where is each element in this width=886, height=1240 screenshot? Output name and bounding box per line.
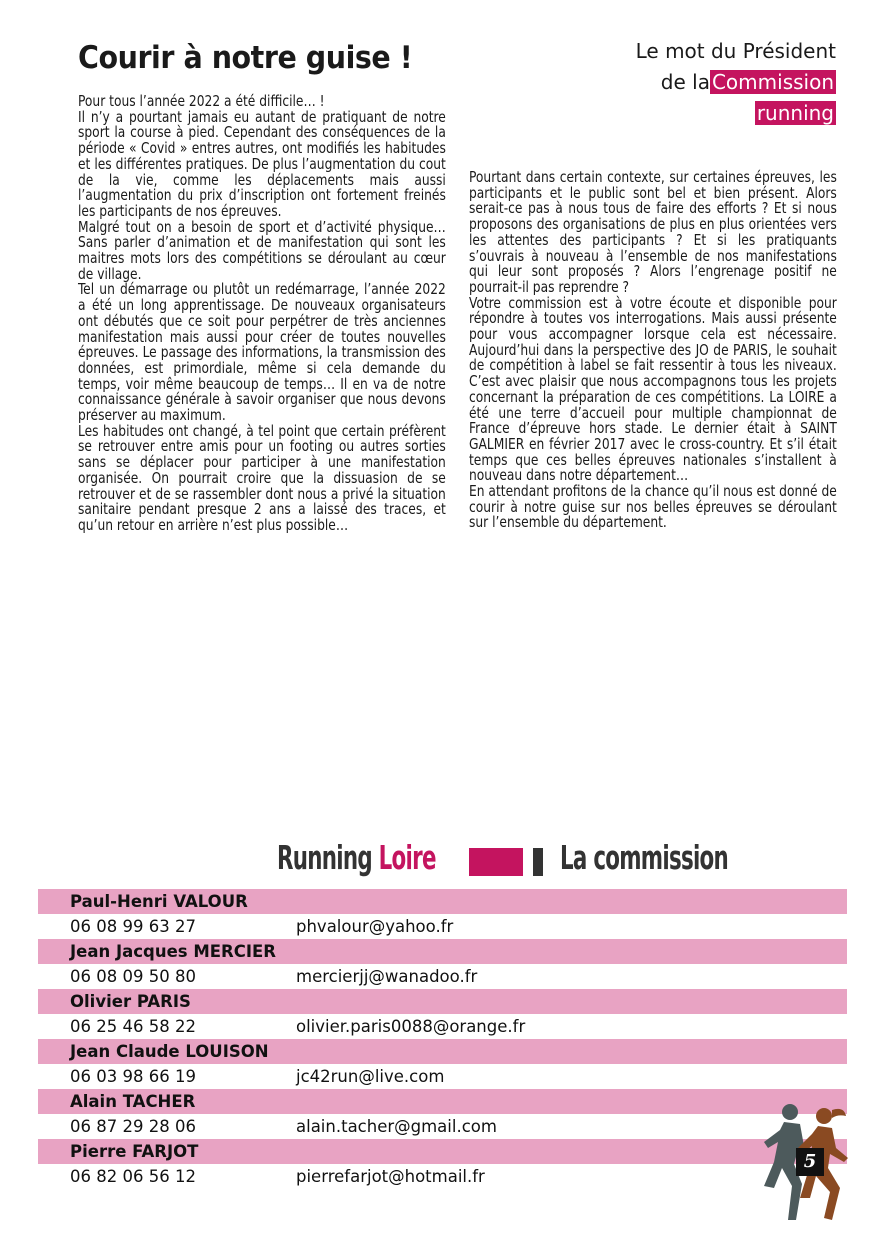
member-entry (38, 989, 847, 1039)
member-contact (38, 1164, 847, 1189)
paragraph: Pour tous l’année 2022 a été difficile… ! (78, 92, 325, 110)
member-phone: 06 25 46 58 22 (70, 1017, 196, 1036)
member-phone: 06 87 29 28 06 (70, 1117, 196, 1136)
member-entry (38, 889, 847, 939)
paragraph: En attendant profitons de la chance qu’il nous est donné de courir à notre guise sur nos belles épreuves se déroulant sur l’ensemble du département. (469, 482, 837, 532)
member-name: Jean Jacques MERCIER (38, 939, 847, 964)
paragraph: Tel un démarrage ou plutôt un redémarrage, l’année 2022 a été un long apprentissage. De nouveaux organisateurs ont débutés que ce soit pour perpétrer de très anciennes manifestation mais aussi pour créer de toutes nouvelles épreuves. Le passage des informations, la transmission des données, est primordiale, même si cela demande du temps, voir même beaucoup de temps… Il en va de notre connaissance générale à savoir organiser que nous devons préserver au maximum. (78, 280, 446, 425)
member-phone: 06 08 99 63 27 (70, 917, 196, 936)
article-column-left (78, 94, 446, 534)
paragraph: Il n’y a pourtant jamais eu autant de pratiquant de notre sport la course à pied. Cependant des conséquences de la période « Covid » entres autres, ont modifiés les habitudes et les différentes pratiques. De plus l’augmentation du cout de la vie, comme les déplacements mais aussi l’augmentation du prix d’inscription ont fortement freinés les participants de nos épreuves. (78, 107, 446, 220)
member-entry (38, 1089, 847, 1139)
paragraph: Les habitudes ont changé, à tel point que certain préfèrent se retrouver entre amis pour un footing ou autres sorties sans se déplacer pour participer à une manifestation organisée. On pourrait croire que la dissuasion de se retrouver et de se rassembler dont nous a privé la situation sanitaire pendant presque 2 ans a laissé des traces, et qu’un retour en arrière n’est plus possible… (78, 421, 446, 534)
page-number: 5 (796, 1148, 824, 1176)
commission-banner (277, 838, 757, 882)
president-line-3 (636, 98, 836, 129)
banner-running-loire (277, 838, 436, 877)
member-name: Jean Claude LOUISON (38, 1039, 847, 1064)
banner-running: Running (277, 838, 379, 877)
paragraph: Votre commission est à votre écoute et disponible pour répondre à toutes vos interrogations. Mais aussi présente pour vous accompagner lorsque cela est nécessaire. Aujourd’hui dans la perspective des JO de PARIS, le souhait de compétition à label se fait ressentir à tous les niveaux. C’est avec plaisir que nous accompagnons tous les projets concernant la préparation de ces compétitions. La LOIRE a été une terre d’accueil pour multiple championnat de France d’épreuve hors stade. Le dernier était à SAINT GALMIER en février 2017 avec le cross-country. Et s’il était temps que ces belles épreuves nationales s’installent à nouveau dans notre département… (469, 293, 837, 485)
member-email[interactable]: mercierjj@wanadoo.fr (296, 967, 478, 986)
paragraph: Pourtant dans certain contexte, sur certaines épreuves, les participants et le public sont bel et bien présent. Alors serait-ce pas à nous tous de faire des efforts ? Et si nous proposons des organisations de plus en plus orientées vers les attentes des participants ? Et si les pratiquants s’ouvrais à nouveau à l’ensemble de nos manifestations qui leur sont proposés ? Alors l’engrenage positif ne pourrait-il pas reprendre ? (469, 168, 837, 296)
member-contact (38, 964, 847, 989)
paragraph: Malgré tout on a besoin de sport et d’activité physique… Sans parler d’animation et de manifestation qui sont les maitres mots lors des compétitions se déroulant au cœur de village. (78, 217, 446, 283)
member-phone: 06 08 09 50 80 (70, 967, 196, 986)
member-email[interactable]: jc42run@live.com (296, 1067, 445, 1086)
member-email[interactable]: alain.tacher@gmail.com (296, 1117, 497, 1136)
president-heading (636, 36, 836, 129)
member-phone: 06 03 98 66 19 (70, 1067, 196, 1086)
members-table (38, 889, 847, 1189)
member-contact (38, 1014, 847, 1039)
page-title: Courir à notre guise ! (78, 40, 413, 76)
member-entry (38, 1039, 847, 1089)
member-contact (38, 1114, 847, 1139)
banner-accent-bar (469, 848, 523, 876)
member-email[interactable]: phvalour@yahoo.fr (296, 917, 454, 936)
president-prefix: de la (660, 70, 710, 94)
member-name: Olivier PARIS (38, 989, 847, 1014)
member-name: Alain TACHER (38, 1089, 847, 1114)
member-name: Paul-Henri VALOUR (38, 889, 847, 914)
member-email[interactable]: olivier.paris0088@orange.fr (296, 1017, 526, 1036)
member-contact (38, 914, 847, 939)
member-name: Pierre FARJOT (38, 1139, 847, 1164)
member-email[interactable]: pierrefarjot@hotmail.fr (296, 1167, 485, 1186)
banner-la-commission: La commission (560, 838, 729, 877)
president-line-1: Le mot du Président (635, 39, 836, 63)
president-line-2 (636, 67, 836, 98)
member-phone: 06 82 06 56 12 (70, 1167, 196, 1186)
banner-divider-bar (533, 848, 543, 876)
member-contact (38, 1064, 847, 1089)
member-entry (38, 1139, 847, 1189)
commission-highlight: Commission (711, 70, 834, 94)
running-highlight: running (756, 101, 834, 125)
member-entry (38, 939, 847, 989)
banner-loire: Loire (378, 838, 436, 877)
article-column-right (469, 170, 837, 531)
